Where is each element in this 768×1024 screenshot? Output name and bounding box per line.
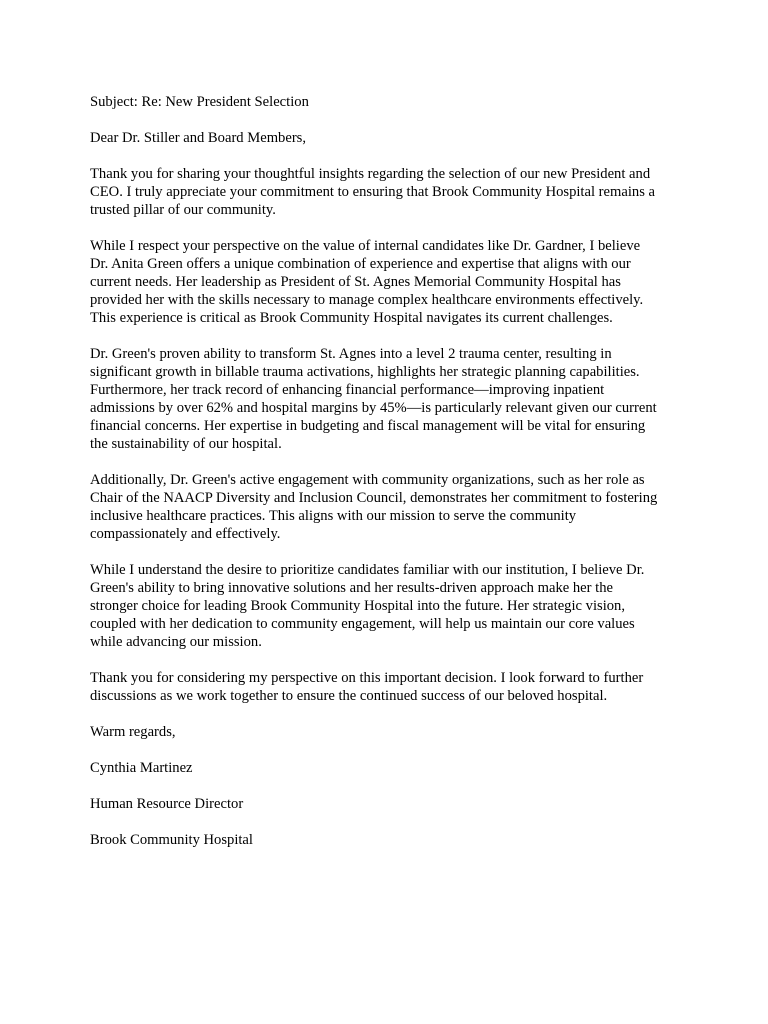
signature-organization: Brook Community Hospital — [90, 832, 253, 848]
letter-document — [90, 93, 690, 867]
body-paragraph-3: Dr. Green's proven ability to transform St. Agnes into a level 2 trauma center, resulting in significant growth in billable trauma activations, highlights her strategic planning capabilities. Furthermore, her track record of enhancing financial performance—improving inpatient admissions by over 62% and hospital margins by 45%—is particularly relevant given our current financial concerns. Her expertise in budgeting and fiscal management will be vital for ensuring the sustainability of our hospital. — [90, 346, 657, 452]
salutation: Dear Dr. Stiller and Board Members, — [90, 130, 307, 146]
body-paragraph-4: Additionally, Dr. Green's active engagement with community organizations, such as her role as Chair of the NAACP Diversity and Inclusion Council, demonstrates her commitment to fostering inclusive healthcare practices. This aligns with our mission to serve the community compassionately and effectively. — [90, 472, 658, 542]
body-paragraph-1: Thank you for sharing your thoughtful insights regarding the selection of our new President and CEO. I truly appreciate your commitment to ensuring that Brook Community Hospital remains a trusted pillar of our community. — [90, 166, 655, 218]
signature-name: Cynthia Martinez — [90, 760, 193, 776]
body-paragraph-6: Thank you for considering my perspective on this important decision. I look forward to further discussions as we work together to ensure the continued success of our beloved hospital. — [90, 670, 644, 704]
signature-title: Human Resource Director — [90, 796, 244, 812]
closing: Warm regards, — [90, 724, 176, 740]
subject-line: Subject: Re: New President Selection — [90, 94, 309, 110]
body-paragraph-2: While I respect your perspective on the value of internal candidates like Dr. Gardner, I believe Dr. Anita Green offers a unique combination of experience and expertise that aligns with our current needs. Her leadership as President of St. Agnes Memorial Community Hospital has provided her with the skills necessary to manage complex healthcare environments effectively. This experience is critical as Brook Community Hospital navigates its current challenges. — [90, 238, 644, 326]
body-paragraph-5: While I understand the desire to prioritize candidates familiar with our institution, I believe Dr. Green's ability to bring innovative solutions and her results-driven approach make her the stronger choice for leading Brook Community Hospital into the future. Her strategic vision, coupled with her dedication to community engagement, will help us maintain our core values while advancing our mission. — [90, 562, 645, 650]
